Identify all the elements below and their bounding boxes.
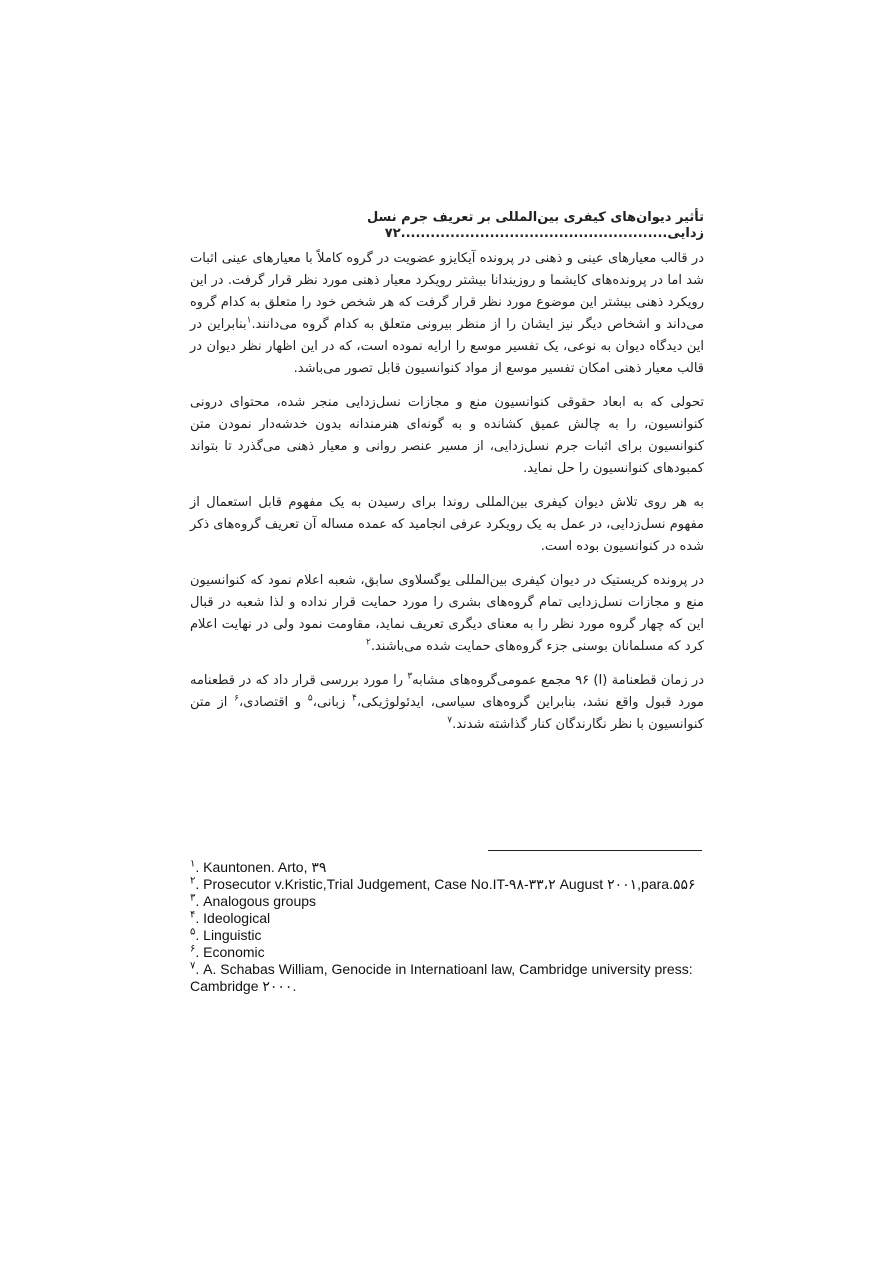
paragraph-5-text-b: را مورد بررسی قرار داد که در قطعنامه مورد قبول واقع نشد، بنابراین گروه‌های سیاسی، ایدئولوژیکی، — [190, 673, 705, 710]
footnote-3 — [190, 893, 704, 910]
footnote-4 — [190, 910, 704, 927]
body-text — [190, 248, 704, 736]
paragraph-3 — [190, 492, 704, 558]
footnote-7-number: ۷ — [190, 960, 196, 972]
heading-line-1: تأثیر دیوان‌های کیفری بین‌المللی بر تعریف جرم نسل — [366, 210, 704, 225]
paragraph-3-text: به هر روی تلاش دیوان کیفری بین‌المللی روندا برای رسیدن به یک مفهوم قابل استعمال از مفهوم نسل‌زدایی، در عمل به یک رویکرد عرفی انجامید که عمده مساله آن تعریف گروه‌های ذکر شده در کنوانسیون بوده است. — [190, 495, 704, 554]
footnote-2-text: . Prosecutor v.Kristic,Trial Judgement, Case No.IT-۹۸-۳۳،۲ August ۲۰۰۱,para.۵۵۶ — [195, 876, 696, 892]
footnote-ref-4: ۴ — [352, 693, 357, 704]
footnote-ref-3: ۳ — [407, 671, 413, 682]
footnote-1-text: . Kauntonen. Arto, ۳۹ — [195, 859, 327, 875]
footnote-1 — [190, 859, 704, 876]
footnote-3-text: . Analogous groups — [195, 893, 317, 909]
footnote-1-number: ۱ — [190, 858, 196, 870]
footnote-7 — [190, 961, 704, 995]
footnote-5-text: . Linguistic — [195, 927, 262, 943]
footnote-7-text: . A. Schabas William, Genocide in Internatioanl law, Cambridge university press: Cambridge ۲۰۰۰. — [190, 961, 693, 994]
footnote-2-number: ۲ — [190, 875, 196, 887]
footnote-ref-6: ۶ — [234, 693, 239, 704]
footnote-ref-1: ۱ — [246, 315, 252, 326]
section-heading — [190, 210, 704, 242]
footnote-3-number: ۳ — [190, 892, 196, 904]
paragraph-1-text: در قالب معیارهای عینی و ذهنی در پرونده آیکایزو عضویت در گروه کاملاً با معیارهای عینی اثبات شد اما در پرونده‌های کایشما و روزیندانا بیشتر رویکرد معیار ذهنی مورد نظر قرار گرفت. در این رویکرد ذهنی بیشتر این موضوع مورد نظر قرار گرفت که هر شخص خود را متعلق به کدام گروه می‌داند و اشخاص دیگر نیز ایشان را از منظر بیرونی متعلق به کدام گروه می‌دانند. — [190, 251, 704, 332]
paragraph-4-text: در پرونده کریستیک در دیوان کیفری بین‌المللی یوگسلاوی سابق، شعبه اعلام نمود که کنوانسیون منع و مجازات نسل‌زدایی تمام گروه‌های بشری را مورد حمایت قرار نداده و لذا شعبه در قبال این که چهار گروه مورد نظر را به معنای دیگری تعریف نماید، مقاومت نمود ولی در نهایت اعلام کرد که مسلمانان بوسنی جزء گروه‌های حمایت شده می‌باشند. — [190, 573, 704, 654]
footnote-2 — [190, 876, 704, 893]
footnote-ref-5: ۵ — [307, 693, 313, 704]
footnote-separator — [488, 850, 702, 851]
footnote-4-text: . Ideological — [195, 910, 271, 926]
paragraph-1-text-cont: بنابراین در این دیدگاه دیوان به نوعی، یک تفسیر موسع را ارایه نموده است، که در این اظهار نظر دیوان در قالب معیار ذهنی امکان تفسیر موسع از مواد کنوانسیون قابل تصور می‌باشد. — [190, 317, 704, 376]
footnote-5 — [190, 927, 704, 944]
footnote-6-number: ۶ — [190, 943, 196, 955]
paragraph-5-text-d: و اقتصادی، — [239, 695, 308, 710]
paragraph-5-text-e: از متن کنوانسیون با نظر نگارندگان کنار گذاشته شدند. — [190, 695, 704, 732]
footnote-4-number: ۴ — [190, 909, 196, 921]
footnote-6-text: . Economic — [195, 944, 265, 960]
footnote-ref-7: ۷ — [447, 715, 453, 726]
paragraph-5-text-a: در زمان قطعنامة (I) ۹۶ مجمع عمومی‌گروه‌های مشابه — [412, 673, 704, 688]
paragraph-2 — [190, 392, 704, 480]
paragraph-5 — [190, 670, 704, 736]
heading-line-2: زدایی......................................................۷۲ — [384, 226, 704, 241]
document-page — [190, 210, 704, 748]
footnotes — [190, 850, 704, 995]
footnote-6 — [190, 944, 704, 961]
footnote-5-number: ۵ — [190, 926, 196, 938]
paragraph-4 — [190, 570, 704, 658]
paragraph-1 — [190, 248, 704, 380]
footnote-ref-2: ۲ — [365, 637, 371, 648]
paragraph-5-text-c: زبانی، — [312, 695, 352, 710]
paragraph-2-text: تحولی که به ابعاد حقوقی کنوانسیون منع و مجازات نسل‌زدایی منجر شده، محتوای درونی کنوانسیون، را به چالش عمیق کشانده و به گونه‌ای هنرمندانه بدون خدشه‌دار نمودن متن کنوانسیون برای اثبات جرم نسل‌زدایی، از مسیر عنصر روانی و معیار ذهنی می‌گذرد تا بتواند کمبودهای کنوانسیون را حل نماید. — [190, 395, 704, 476]
